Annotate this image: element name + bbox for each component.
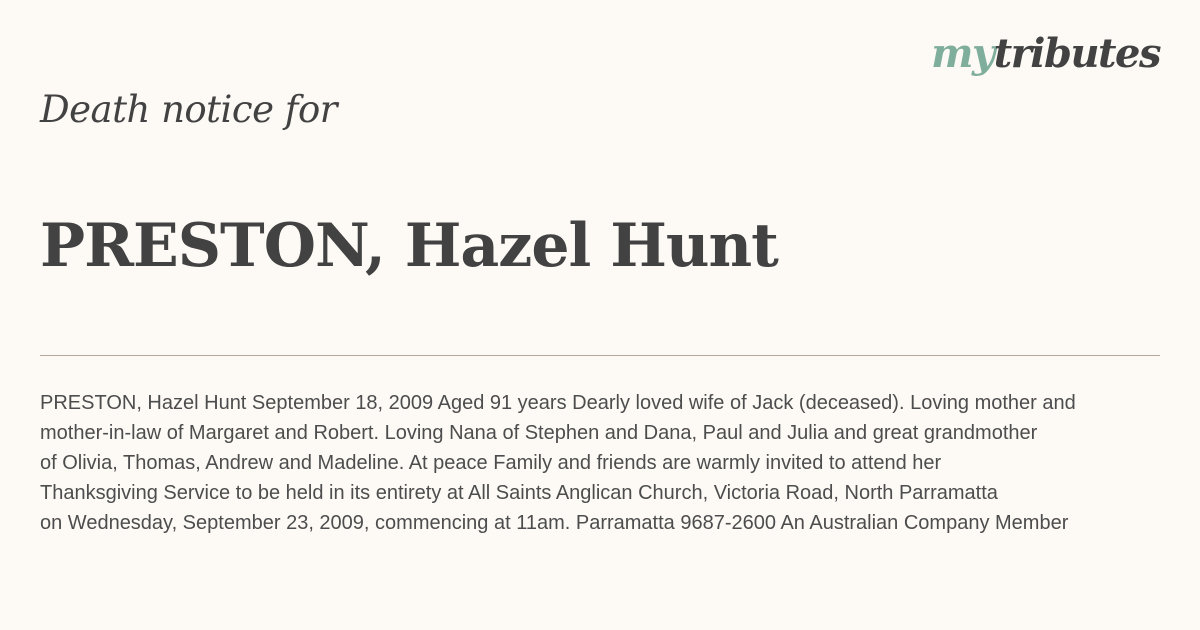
notice-body-line: PRESTON, Hazel Hunt September 18, 2009 Aged 91 years Dearly loved wife of Jack (deceased). Loving mother and	[40, 392, 1076, 414]
notice-body-line: Thanksgiving Service to be held in its entirety at All Saints Anglican Church, Victoria Road, North Parramatta	[40, 482, 998, 504]
death-notice-label: Death notice for	[40, 88, 337, 131]
divider	[40, 355, 1160, 356]
notice-body	[40, 388, 1200, 538]
logo-tributes: tributes	[993, 30, 1160, 77]
mytributes-logo[interactable]	[931, 30, 1160, 77]
notice-body-line: on Wednesday, September 23, 2009, commencing at 11am. Parramatta 9687-2600 An Australian Company Member	[40, 512, 1069, 534]
logo-my: my	[931, 30, 994, 77]
deceased-name: PRESTON, Hazel Hunt	[40, 211, 778, 281]
notice-body-line: of Olivia, Thomas, Andrew and Madeline. At peace Family and friends are warmly invited to attend her	[40, 452, 942, 474]
notice-body-line: mother-in-law of Margaret and Robert. Loving Nana of Stephen and Dana, Paul and Julia and great grandmother	[40, 422, 1038, 444]
